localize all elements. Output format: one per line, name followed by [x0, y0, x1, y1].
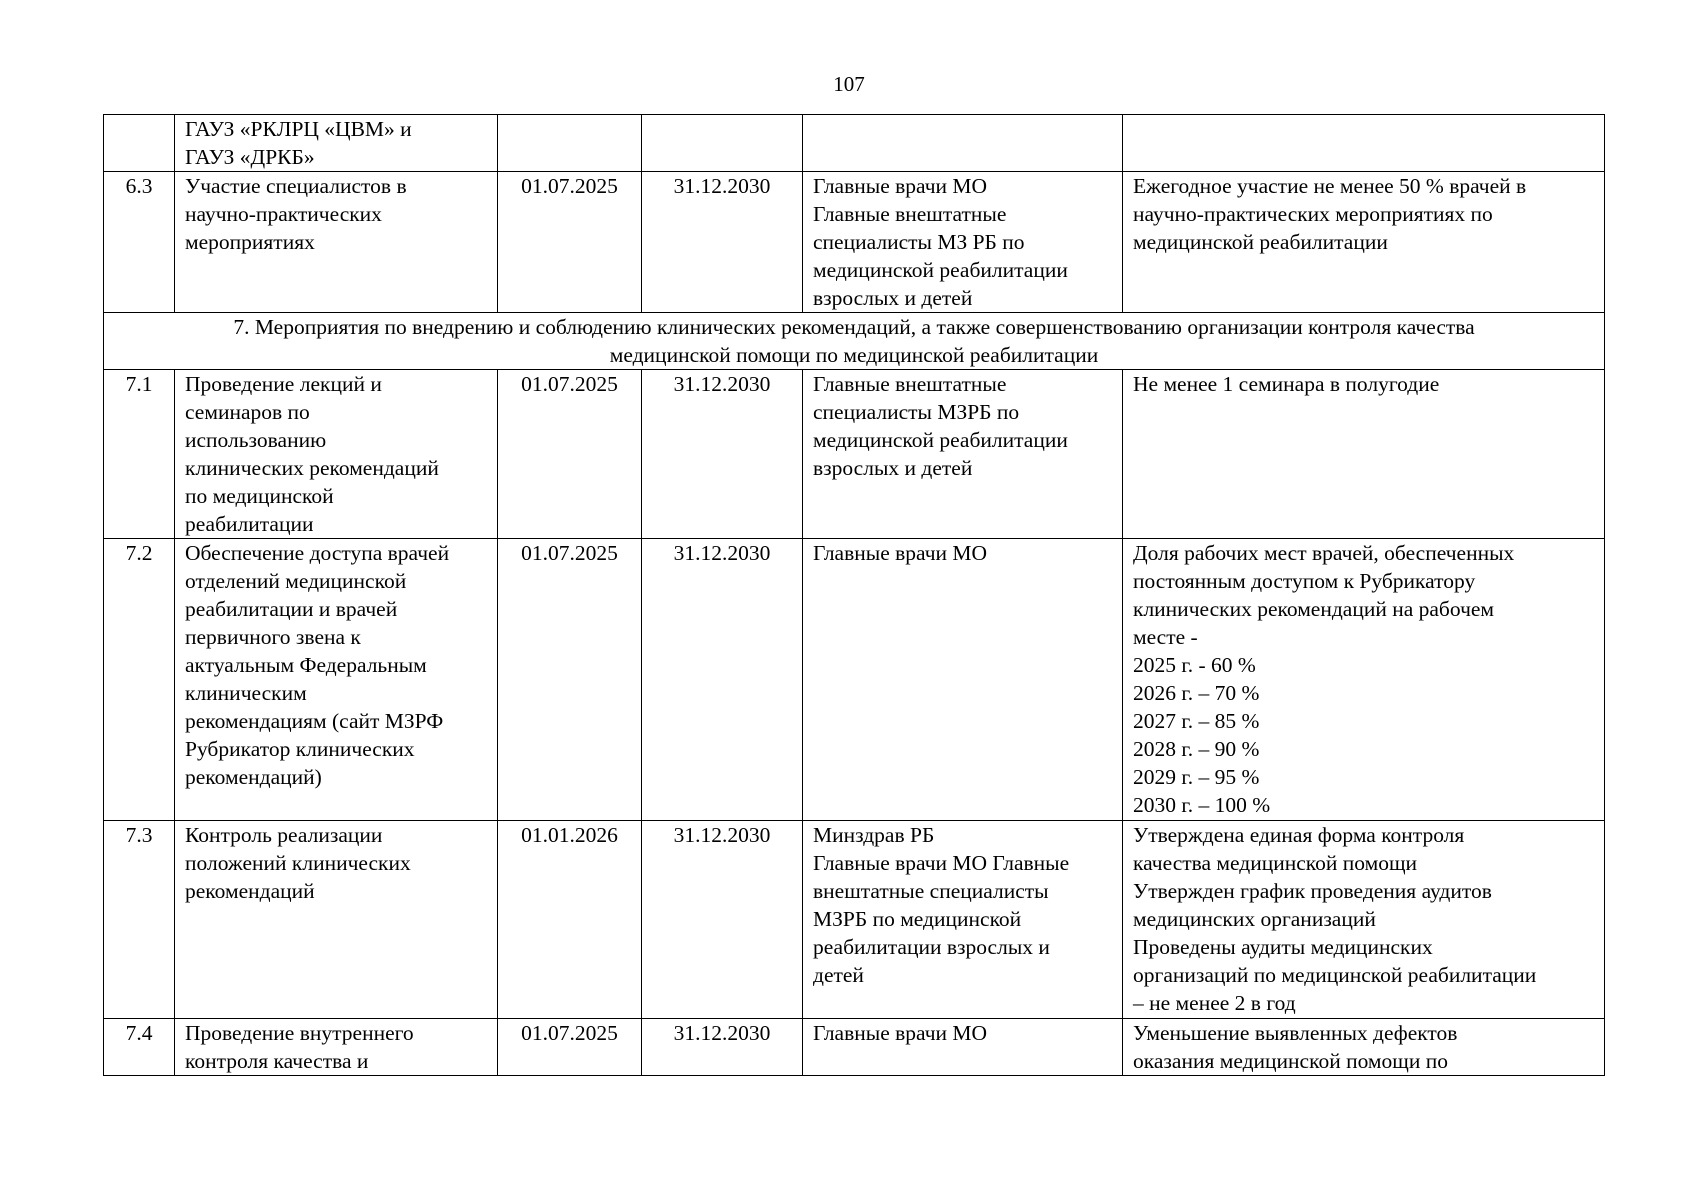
measures-table — [103, 114, 1605, 1076]
measure-name-line: использованию — [185, 428, 327, 452]
measure-name-line: реабилитации — [185, 512, 314, 536]
item-number-cell — [104, 821, 175, 1019]
end-date-text: 31.12.2030 — [673, 174, 771, 198]
measure-name-line: мероприятиях — [185, 230, 315, 254]
measure-name-cell — [175, 539, 498, 821]
responsible-line: Главные внештатные — [813, 202, 1007, 226]
result-line: постоянным доступом к Рубрикатору — [1133, 569, 1476, 593]
start-date-cell — [498, 172, 642, 313]
result-line: Уменьшение выявленных дефектов — [1133, 1021, 1458, 1045]
responsible-line: Главные врачи МО — [813, 174, 988, 198]
measure-name-line: первичного звена к — [185, 625, 361, 649]
end-date-text: 31.12.2030 — [673, 1021, 771, 1045]
item-number-cell — [104, 370, 175, 539]
measure-name-line: актуальным Федеральным — [185, 653, 427, 677]
measure-name-line: рекомендациям (сайт МЗРФ — [185, 709, 444, 733]
section-7-title-line-1: 7. Мероприятия по внедрению и соблюдению клинических рекомендаций, а также совершенствованию организации контроля качества — [233, 315, 1475, 339]
result-line: медицинских организаций — [1133, 907, 1376, 931]
result-line: Утвержден график проведения аудитов — [1133, 879, 1492, 903]
responsible-line: Главные врачи МО Главные — [813, 851, 1070, 875]
item-number-cell — [104, 172, 175, 313]
result-cell — [1123, 370, 1605, 539]
item-number-text: 6.3 — [125, 174, 153, 198]
responsible-line: реабилитации взрослых и — [813, 935, 1050, 959]
measure-name-line: семинаров по — [185, 400, 310, 424]
table-row — [104, 370, 1605, 539]
start-date-cell — [498, 1019, 642, 1076]
item-number-text: 7.3 — [125, 823, 153, 847]
result-line: – не менее 2 в год — [1133, 991, 1296, 1015]
section-header-row — [104, 313, 1605, 370]
measure-name-cell — [175, 172, 498, 313]
result-line: 2028 г. – 90 % — [1133, 737, 1260, 761]
item-number-text: 7.4 — [125, 1021, 153, 1045]
table-row — [104, 821, 1605, 1019]
table-body — [104, 115, 1605, 1076]
measure-name-line: рекомендаций) — [185, 765, 322, 789]
responsible-line: взрослых и детей — [813, 286, 973, 310]
responsible-line: Главные врачи МО — [813, 541, 988, 565]
end-date-cell — [642, 115, 803, 172]
responsible-line: взрослых и детей — [813, 456, 973, 480]
responsible-line: МЗРБ по медицинской — [813, 907, 1022, 931]
start-date-text: 01.07.2025 — [521, 174, 618, 198]
measure-name-line: рекомендаций — [185, 879, 315, 903]
start-date-cell — [498, 539, 642, 821]
result-line: 2030 г. – 100 % — [1133, 793, 1271, 817]
table-row — [104, 172, 1605, 313]
start-date-text: 01.07.2025 — [521, 372, 618, 396]
end-date-cell — [642, 1019, 803, 1076]
result-line: клинических рекомендаций на рабочем — [1133, 597, 1495, 621]
measure-name-line: Проведение внутреннего — [185, 1021, 414, 1045]
section-7-title-line-2: медицинской помощи по медицинской реабилитации — [609, 343, 1099, 367]
item-number-cell — [104, 115, 175, 172]
measure-name-cell — [175, 115, 498, 172]
result-cell — [1123, 1019, 1605, 1076]
responsible-cell — [803, 370, 1123, 539]
end-date-cell — [642, 370, 803, 539]
end-date-text: 31.12.2030 — [673, 541, 771, 565]
measure-name-line: Рубрикатор клинических — [185, 737, 415, 761]
start-date-cell — [498, 115, 642, 172]
page-number: 107 — [833, 72, 865, 96]
measure-name-line: научно-практических — [185, 202, 382, 226]
measure-name-line: отделений медицинской — [185, 569, 407, 593]
measure-name-cell — [175, 370, 498, 539]
result-line: Ежегодное участие не менее 50 % врачей в — [1133, 174, 1527, 198]
result-line: медицинской реабилитации — [1133, 230, 1388, 254]
result-line: месте - — [1133, 625, 1198, 649]
section-7-title — [104, 313, 1605, 370]
start-date-text: 01.01.2026 — [521, 823, 618, 847]
responsible-line: Главные врачи МО — [813, 1021, 988, 1045]
result-cell — [1123, 821, 1605, 1019]
result-line: организаций по медицинской реабилитации — [1133, 963, 1537, 987]
measure-name-line: Обеспечение доступа врачей — [185, 541, 450, 565]
result-line: качества медицинской помощи — [1133, 851, 1418, 875]
responsible-line: детей — [813, 963, 864, 987]
start-date-cell — [498, 821, 642, 1019]
result-line: Утверждена единая форма контроля — [1133, 823, 1465, 847]
responsible-line: Главные внештатные — [813, 372, 1007, 396]
table-row — [104, 115, 1605, 172]
measure-name-line: Участие специалистов в — [185, 174, 407, 198]
responsible-cell — [803, 115, 1123, 172]
result-line: научно-практических мероприятиях по — [1133, 202, 1493, 226]
measure-name-line: Контроль реализации — [185, 823, 383, 847]
measure-name-cell — [175, 1019, 498, 1076]
result-line: Доля рабочих мест врачей, обеспеченных — [1133, 541, 1515, 565]
responsible-cell — [803, 539, 1123, 821]
responsible-line: внештатные специалисты — [813, 879, 1049, 903]
responsible-line: Минздрав РБ — [813, 823, 935, 847]
result-line: 2025 г. - 60 % — [1133, 653, 1256, 677]
measure-name-line: Проведение лекций и — [185, 372, 382, 396]
measure-name-line: по медицинской — [185, 484, 334, 508]
end-date-cell — [642, 172, 803, 313]
result-line: 2026 г. – 70 % — [1133, 681, 1260, 705]
item-number-text: 7.2 — [125, 541, 153, 565]
measure-name-line: ГАУЗ «РКЛРЦ «ЦВМ» и — [185, 117, 412, 141]
start-date-text: 01.07.2025 — [521, 541, 618, 565]
measure-name-line: реабилитации и врачей — [185, 597, 398, 621]
result-line: оказания медицинской помощи по — [1133, 1049, 1448, 1073]
table-row — [104, 539, 1605, 821]
item-number-cell — [104, 1019, 175, 1076]
end-date-cell — [642, 539, 803, 821]
item-number-cell — [104, 539, 175, 821]
measure-name-line: клинических рекомендаций — [185, 456, 439, 480]
responsible-cell — [803, 821, 1123, 1019]
responsible-line: специалисты МЗРБ по — [813, 400, 1020, 424]
item-number-text: 7.1 — [125, 372, 153, 396]
result-line: 2027 г. – 85 % — [1133, 709, 1260, 733]
responsible-line: медицинской реабилитации — [813, 428, 1068, 452]
result-cell — [1123, 172, 1605, 313]
result-line: Не менее 1 семинара в полугодие — [1133, 372, 1440, 396]
responsible-line: специалисты МЗ РБ по — [813, 230, 1025, 254]
measure-name-line: положений клинических — [185, 851, 411, 875]
responsible-line: медицинской реабилитации — [813, 258, 1068, 282]
start-date-text: 01.07.2025 — [521, 1021, 618, 1045]
responsible-cell — [803, 172, 1123, 313]
measure-name-cell — [175, 821, 498, 1019]
result-line: Проведены аудиты медицинских — [1133, 935, 1433, 959]
responsible-cell — [803, 1019, 1123, 1076]
end-date-cell — [642, 821, 803, 1019]
result-cell — [1123, 539, 1605, 821]
end-date-text: 31.12.2030 — [673, 823, 771, 847]
measure-name-line: контроля качества и — [185, 1049, 369, 1073]
result-cell — [1123, 115, 1605, 172]
end-date-text: 31.12.2030 — [673, 372, 771, 396]
measure-name-line: клиническим — [185, 681, 307, 705]
start-date-cell — [498, 370, 642, 539]
result-line: 2029 г. – 95 % — [1133, 765, 1260, 789]
measure-name-line: ГАУЗ «ДРКБ» — [185, 145, 315, 169]
table-row — [104, 1019, 1605, 1076]
